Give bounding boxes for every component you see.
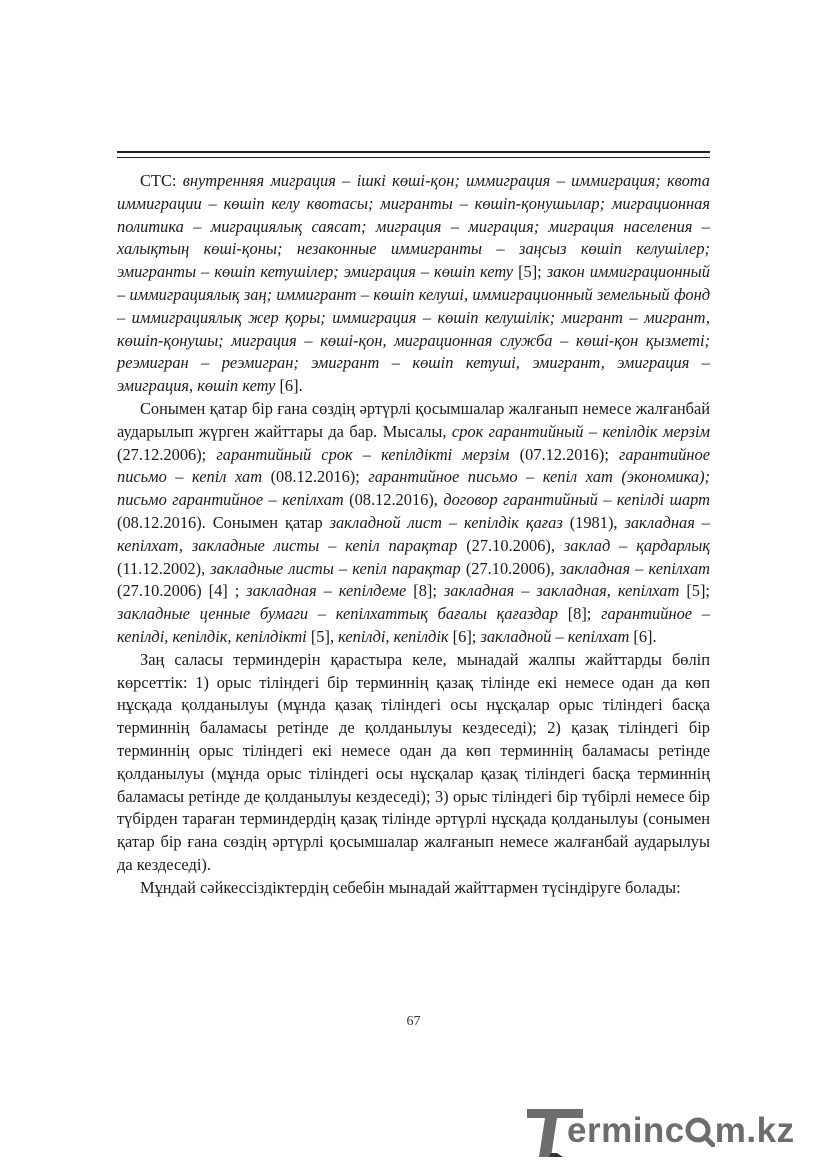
italic-term-run: договор гарантийный – кепілді шарт [443,490,710,510]
text-run: Мұндай сәйкессіздіктердің себебін мынадай жайттармен түсіндіруге болады: [140,877,681,897]
italic-term-run: гарантийное – кепілді, кепілдік, кепілдікті [117,604,710,646]
magnifier-icon [685,1111,715,1151]
italic-term-run: закладные листы – кепіл парақтар [210,558,461,578]
text-run: (08.12.2016); [262,467,369,487]
italic-term-run: кепілді, кепілдік [338,626,449,646]
italic-term-run: закладная – кепілхат, закладные листы – кепіл парақтар [117,512,710,555]
paragraph-4 [117,877,710,900]
header-rule-thick [117,151,710,153]
text-run: (08.12.2016). Сонымен қатар [117,512,330,532]
italic-term-run: гарантийный срок – кепілдікті мерзім [216,444,510,464]
text-run: [5]; [679,581,710,601]
text-run: Сонымен қатар бір ғана сөздің әртүрлі қосымшалар жалғанып немесе жалғанбай аударылып жүрген жайттары да бар. Мысалы, [117,398,710,441]
body-text [117,170,710,900]
text-run: [5]; [513,262,547,282]
paragraph-1 [117,170,710,398]
italic-term-run: закладная – кепілдеме [246,581,407,601]
italic-term-run: закладной – кепілхат [480,626,630,646]
text-run: (27.12.2006); [117,444,217,464]
text-run: [6]. [629,626,657,646]
text-run: [5], [306,626,339,646]
text-run: [6]; [448,626,481,646]
italic-term-run: гарантийное письмо – кепіл хат [117,444,710,487]
text-run: (11.12.2002), [117,558,211,578]
italic-term-run: заклад – қардарлық [563,535,711,555]
italic-term-run: гарантийное письмо – кепіл хат (экономика); письмо гарантийное – кепілхат [117,467,710,510]
text-run: (08.12.2016), [343,490,444,510]
page-number: 67 [406,1014,421,1029]
terminkom-logo[interactable] [527,1103,817,1163]
italic-term-run: закон иммиграционный – иммиграциялық заң; иммигрант – көшіп келуші, иммиграционный земельный фонд – иммиграциялық жер қоры; иммиграция – көшіп келушілік; мигрант – мигрант, көшіп-қонушы; миграция – көші-қон, миграционная служба – көші-қон қызметі; реэмигран – реэмигран; эмигрант – көшіп кетуші, эмигрант, эмиграция – эмиграция, көшіп кету [117,262,710,396]
italic-term-run: закладные ценные бумаги – кепілхаттық бағалы қағаздар [117,604,558,624]
logo-wordmark: erminc m.kz [567,1111,795,1150]
paragraph-3 [117,649,710,877]
paragraph-2 [117,398,710,649]
text-run: [6]. [275,376,303,396]
header-rule-thin [117,157,710,158]
text-run: [8]; [406,581,444,601]
text-run: [8]; [557,604,602,624]
text-run: Заң саласы терминдерін қарастыра келе, мынадай жалпы жайттарды бөліп көрсеттік: 1) орыс тіліндегі бір терминнің қазақ тілінде екі немесе одан да көп нұсқада қолданылуы (мұнда қазақ тіліндегі осы нұсқалар орыс тіліндегі басқа терминнің баламасы ретінде де қолданылуы кездеседі); 2) қазақ тіліндегі бір терминнің орыс тіліндегі екі немесе одан да көп терминнің баламасы ретінде қолданылуы (мұнда орыс тіліндегі осы нұсқалар қазақ тіліндегі басқа терминнің баламасы ретінде де қолданылуы кездеседі); 3) орыс тіліндегі бір түбірлі немесе бір түбірден тараған терминдердің қазақ тілінде әртүрлі нұсқада қолданылуы (сонымен қатар бір ғана сөздің әртүрлі қосымшалар жалғанып немесе жалғанбай аударылуы да кездеседі). [117,649,710,874]
italic-term-run: закладной лист – кепілдік қағаз [329,512,563,532]
italic-term-run: внутренняя миграция – ішкі көші-қон; иммиграция – иммиграция; квота иммиграции – көшіп келу квотасы; мигранты – көшіп-қонушылар; миграционная политика – миграциялық саясат; миграция – миграция; миграция населения – халықтың көші-қоны; незаконные иммигранты – заңсыз көшіп келушілер; эмигранты – көшіп кетушілер; эмиграция – көшіп кету [117,171,711,282]
text-run: СТС: [140,171,183,190]
text-run: (07.12.2016); [509,444,620,464]
italic-term-run: закладная – закладная, кепілхат [443,581,680,601]
italic-term-run: закладная – кепілхат [559,558,711,578]
text-run: (1981), [562,512,625,532]
text-run: (27.10.2006), [460,558,560,578]
text-run: (27.10.2006), [457,535,564,555]
italic-term-run: срок гарантийный – кепілдік мерзім [451,421,711,441]
text-run: (27.10.2006) [4] ; [117,581,247,601]
